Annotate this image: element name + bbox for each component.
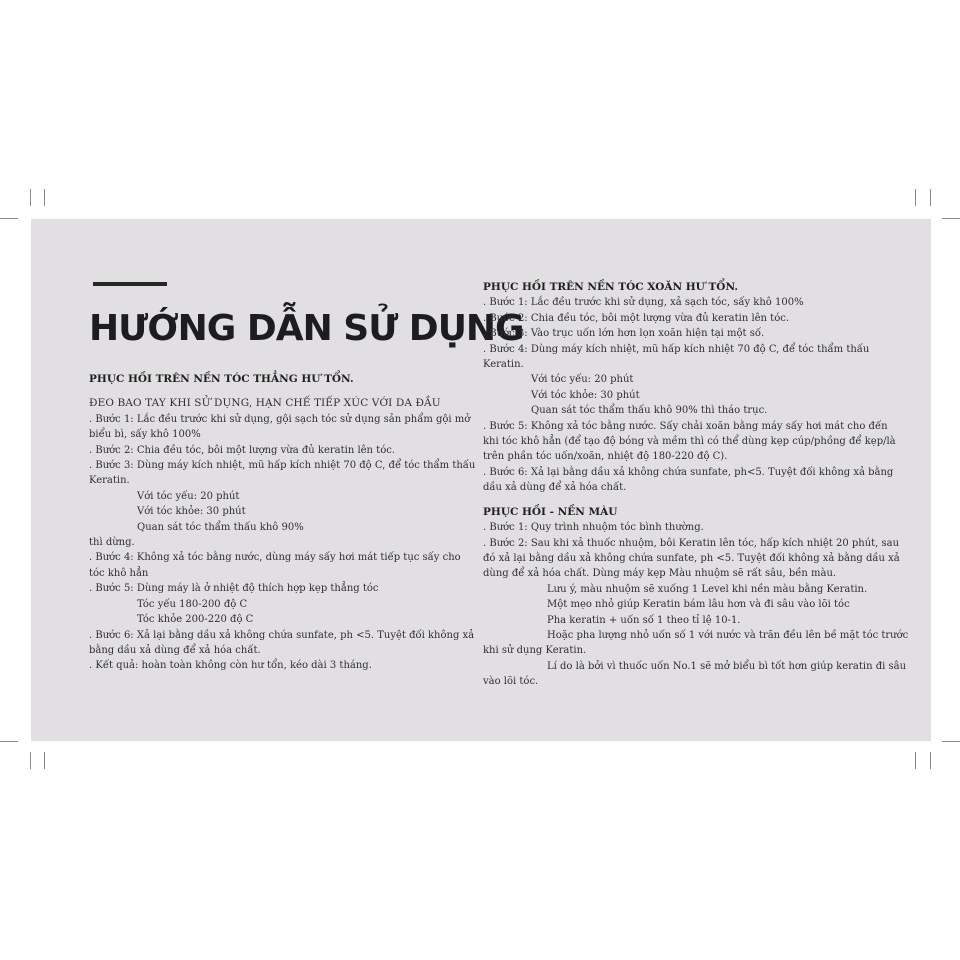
text-line: . Bước 4: Không xả tóc bằng nước, dùng máy sấy hơi mát tiếp tục sấy cho	[89, 552, 461, 564]
text-line: Lí do là bởi vì thuốc uốn No.1 sẽ mở biểu bì tốt hơn giúp keratin đi sâu	[547, 660, 907, 672]
text-line: . Bước 3: Dùng máy kích nhiệt, mũ hấp kích nhiệt 70 độ C, để tóc thẩm thấu	[89, 460, 476, 472]
text-line: . Bước 2: Sau khi xả thuốc nhuộm, bôi Keratin lên tóc, hấp kích nhiệt 20 phút, sau	[483, 537, 900, 549]
title-rule	[93, 282, 167, 286]
crop-mark	[0, 218, 18, 219]
text-line: Lưu ý, màu nhuộm sẽ xuống 1 Level khi nền màu bằng Keratin.	[547, 583, 868, 595]
text-line: đó xả lại bằng dầu xả không chứa sunfate, ph <5. Tuyệt đối không xả bằng dầu xả	[483, 552, 900, 564]
text-line: Quan sát tóc thẩm thấu khô 90% thì tháo trục.	[531, 405, 768, 417]
section-heading: PHỤC HỒI TRÊN NỀN TÓC XOĂN HƯ TỔN.	[483, 281, 739, 293]
text-line: . Bước 5: Không xả tóc bằng nước. Sấy chải xoăn bằng máy sấy hơi mát cho đến	[483, 420, 888, 432]
text-line: biểu bì, sấy khô 100%	[89, 429, 201, 441]
crop-mark	[942, 218, 960, 219]
text-line: Quan sát tóc thẩm thấu khô 90%	[137, 521, 304, 533]
straight-hair-section	[89, 372, 476, 674]
crop-mark	[930, 752, 931, 769]
text-line: . Bước 6: Xả lại bằng dầu xả không chứa sunfate, ph<5. Tuyệt đối không xả bằng	[483, 466, 894, 478]
text-line: . Kết quả: hoàn toàn không còn hư tổn, kéo dài 3 tháng.	[89, 660, 372, 672]
spacer	[483, 496, 875, 505]
text-line: Với tóc yếu: 20 phút	[137, 490, 240, 502]
text-line: thì dừng.	[89, 537, 135, 549]
crop-mark	[30, 189, 31, 206]
text-line: Tóc khỏe 200-220 độ C	[137, 614, 254, 626]
section-heading: PHỤC HỒI TRÊN NỀN TÓC THẲNG HƯ TỔN.	[89, 373, 354, 385]
text-line: Với tóc khỏe: 30 phút	[137, 506, 246, 518]
text-line: ĐEO BAO TAY KHI SỬ DỤNG, HẠN CHẾ TIẾP XÚC VỚI DA ĐẦU	[89, 397, 441, 410]
text-line: tóc khô hẳn	[89, 567, 149, 579]
text-line: Với tóc yếu: 20 phút	[531, 374, 634, 386]
text-line: . Bước 5: Dùng máy là ở nhiệt độ thích hợp kẹp thẳng tóc	[89, 583, 379, 595]
text-line: khi sử dụng Keratin.	[483, 645, 587, 657]
text-line: dùng để xả hóa chất. Dùng máy kẹp Màu nhuộm sẽ rất sâu, bền màu.	[483, 568, 837, 580]
crop-mark	[30, 752, 31, 769]
crop-mark	[915, 752, 916, 769]
text-line: Với tóc khỏe: 30 phút	[531, 389, 640, 401]
crop-mark	[930, 189, 931, 206]
text-line: Tóc yếu 180-200 độ C	[137, 598, 248, 610]
text-line: . Bước 1: Quy trình nhuộm tóc bình thường.	[483, 522, 704, 534]
curly-and-color-section	[483, 280, 909, 690]
text-line: Pha keratin + uốn số 1 theo tỉ lệ 10-1.	[547, 614, 741, 626]
crop-mark	[44, 189, 45, 206]
crop-mark	[0, 741, 18, 742]
text-line: bằng dầu xả dùng để xả hóa chất.	[89, 644, 261, 656]
text-line: khi tóc khô hẳn (để tạo độ bóng và mềm thì có thể dùng kẹp cúp/phồng để kẹp/là	[483, 436, 896, 448]
text-line: . Bước 2: Chia đều tóc, bôi một lượng vừa đủ keratin lên tóc.	[483, 312, 789, 324]
text-line: Một mẹo nhỏ giúp Keratin bám lâu hơn và đi sâu vào lõi tóc	[547, 599, 850, 611]
crop-mark	[915, 189, 916, 206]
text-line: . Bước 2: Chia đều tóc, bôi một lượng vừa đủ keratin lên tóc.	[89, 444, 395, 456]
crop-mark	[942, 741, 960, 742]
page-title: HƯỚNG DẪN SỬ DỤNG	[89, 308, 524, 349]
section-heading: PHỤC HỒI - NỀN MÀU	[483, 505, 618, 518]
text-line: trên phần tóc uốn/xoăn, nhiệt độ 180-220 độ C).	[483, 451, 728, 463]
crop-mark	[44, 752, 45, 769]
text-line: Keratin.	[89, 475, 130, 487]
text-line: Hoặc pha lượng nhỏ uốn số 1 với nước và trãn đều lên bề mặt tóc trước	[547, 629, 909, 641]
text-line: . Bước 6: Xả lại bằng dầu xả không chứa sunfate, ph <5. Tuyệt đối không xả	[89, 629, 475, 641]
text-line: dầu xả dùng để xả hóa chất.	[483, 482, 627, 494]
text-line: . Bước 4: Dùng máy kích nhiệt, mũ hấp kích nhiệt 70 độ C, để tóc thẩm thấu	[483, 343, 870, 355]
text-line: Keratin.	[483, 359, 524, 371]
text-line: . Bước 1: Lắc đều trước khi sử dụng, xả sạch tóc, sấy khô 100%	[483, 297, 804, 309]
text-line: vào lõi tóc.	[483, 676, 539, 688]
text-line: . Bước 1: Lắc đều trước khi sử dụng, gội sạch tóc sử dụng sản phẩm gội mở	[89, 413, 471, 425]
text-line: . Bước 3: Vào trục uốn lớn hơn lọn xoăn hiện tại một số.	[483, 328, 765, 340]
spacer	[89, 387, 461, 396]
